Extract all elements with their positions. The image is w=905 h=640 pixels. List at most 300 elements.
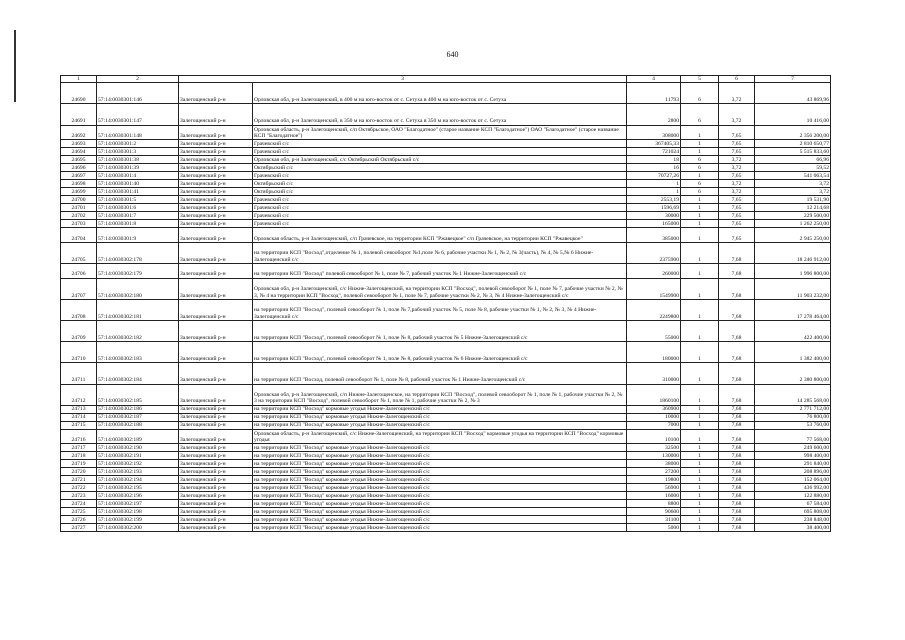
area: 5000 bbox=[627, 524, 681, 532]
row-number: 24701 bbox=[61, 204, 97, 212]
category: 1 bbox=[681, 220, 719, 228]
district: Залегощенский р-н bbox=[179, 156, 253, 164]
rate: 7,65 bbox=[719, 196, 755, 204]
table-row bbox=[61, 508, 831, 516]
row-number: 24713 bbox=[61, 405, 97, 413]
header-cell: 6 bbox=[719, 76, 755, 83]
area: 55000 bbox=[627, 321, 681, 342]
rate: 7,68 bbox=[719, 278, 755, 299]
rate: 7,68 bbox=[719, 460, 755, 468]
location-description: Орловская область, р-н Залегощенский, с/п Грачевское, на территории КСП "Ржавецкое" с/п Грачевское, на территории КСП "Ржавецкое" bbox=[253, 228, 627, 243]
district: Залегощенский р-н bbox=[179, 444, 253, 452]
location-description: на территории КСП "Восход" кормовые угодья Нижне-Залегощенский с/с bbox=[253, 476, 627, 484]
area: 367405,33 bbox=[627, 140, 681, 148]
row-number: 24703 bbox=[61, 220, 97, 228]
table-row bbox=[61, 413, 831, 421]
row-number: 24693 bbox=[61, 140, 97, 148]
district: Залегощенский р-н bbox=[179, 278, 253, 299]
rate: 3,72 bbox=[719, 104, 755, 125]
rate: 3,72 bbox=[719, 83, 755, 104]
location-description: на территории КСП "Восход" кормовые угодья Нижне-Залегощенский с/с bbox=[253, 484, 627, 492]
row-number: 24705 bbox=[61, 242, 97, 263]
category: 1 bbox=[681, 204, 719, 212]
cadastral-value: 695 808,00 bbox=[755, 508, 831, 516]
district: Залегощенский р-н bbox=[179, 476, 253, 484]
location-description: Октябрьский с/с bbox=[253, 164, 627, 172]
area: 1860100 bbox=[627, 384, 681, 405]
cadastral-number: 57:14:0030302:191 bbox=[97, 452, 179, 460]
header-cell: 4 bbox=[627, 76, 681, 83]
cadastral-number: 57:14:0030302:190 bbox=[97, 444, 179, 452]
cadastral-value: 2 771 712,00 bbox=[755, 405, 831, 413]
cadastral-value: 2 810 650,77 bbox=[755, 140, 831, 148]
category: 1 bbox=[681, 524, 719, 532]
location-description: Орловская обл, р-н Залегощенский, в 400 м на юго-восток от с. Сетуха в 400 м на юго-восток от с. Сетуха bbox=[253, 83, 627, 104]
row-number: 24699 bbox=[61, 188, 97, 196]
district: Залегощенский р-н bbox=[179, 413, 253, 421]
district: Залегощенский р-н bbox=[179, 212, 253, 220]
land-register-table bbox=[60, 75, 831, 532]
cadastral-value: 77 568,00 bbox=[755, 429, 831, 444]
cadastral-value: 19 531,90 bbox=[755, 196, 831, 204]
cadastral-value: 436 992,00 bbox=[755, 484, 831, 492]
district: Залегощенский р-н bbox=[179, 384, 253, 405]
cadastral-value: 3,72 bbox=[755, 188, 831, 196]
cadastral-number: 57:14:0030301:147 bbox=[97, 104, 179, 125]
row-number: 24711 bbox=[61, 363, 97, 384]
category: 1 bbox=[681, 516, 719, 524]
row-number: 24707 bbox=[61, 278, 97, 299]
rate: 7,68 bbox=[719, 452, 755, 460]
header-cell: 7 bbox=[755, 76, 831, 83]
cadastral-number: 57:14:0030301:3 bbox=[97, 148, 179, 156]
district: Залегощенский р-н bbox=[179, 172, 253, 180]
table-row bbox=[61, 460, 831, 468]
row-number: 24704 bbox=[61, 228, 97, 243]
rate: 7,68 bbox=[719, 468, 755, 476]
cadastral-value: 53 760,00 bbox=[755, 421, 831, 429]
rate: 7,65 bbox=[719, 172, 755, 180]
row-number: 24719 bbox=[61, 460, 97, 468]
rate: 7,65 bbox=[719, 212, 755, 220]
location-description: Орловская область, р-н Залегощенский, с/п Октябрьское, ОАО "Благодатное" (старое название КСП "Благодатное") ОАО "Благодатное" (старое название КСП "Благодатное") bbox=[253, 125, 627, 140]
row-number: 24702 bbox=[61, 212, 97, 220]
rate: 7,65 bbox=[719, 204, 755, 212]
cadastral-number: 57:14:0030301:6 bbox=[97, 204, 179, 212]
rate: 7,68 bbox=[719, 421, 755, 429]
table-row bbox=[61, 220, 831, 228]
district: Залегощенский р-н bbox=[179, 492, 253, 500]
row-number: 24710 bbox=[61, 342, 97, 363]
row-number: 24714 bbox=[61, 413, 97, 421]
table-row bbox=[61, 156, 831, 164]
category: 6 bbox=[681, 83, 719, 104]
district: Залегощенский р-н bbox=[179, 460, 253, 468]
cadastral-value: 67 584,00 bbox=[755, 500, 831, 508]
location-description: на территории КСП "Восход",отделение № 1, полевой севооборот №1,поле № 6, рабочие участки № 1, № 2, № 3(часть), № 4, № 5,№ 6 Нижне-Залегощенский с/с bbox=[253, 242, 627, 263]
category: 1 bbox=[681, 299, 719, 320]
cadastral-value: 229 500,00 bbox=[755, 212, 831, 220]
row-number: 24694 bbox=[61, 148, 97, 156]
table-row bbox=[61, 342, 831, 363]
table-row bbox=[61, 204, 831, 212]
cadastral-value: 2 945 250,00 bbox=[755, 228, 831, 243]
row-number: 24695 bbox=[61, 156, 97, 164]
district: Залегощенский р-н bbox=[179, 180, 253, 188]
cadastral-value: 238 848,00 bbox=[755, 516, 831, 524]
row-number: 24697 bbox=[61, 172, 97, 180]
category: 1 bbox=[681, 172, 719, 180]
category: 1 bbox=[681, 196, 719, 204]
rate: 7,68 bbox=[719, 413, 755, 421]
page-number: 640 bbox=[446, 50, 459, 59]
cadastral-value: 17 278 464,00 bbox=[755, 299, 831, 320]
header-cell: 3 bbox=[179, 76, 627, 83]
rate: 7,68 bbox=[719, 524, 755, 532]
row-number: 24726 bbox=[61, 516, 97, 524]
rate: 7,68 bbox=[719, 242, 755, 263]
rate: 7,65 bbox=[719, 228, 755, 243]
category: 1 bbox=[681, 444, 719, 452]
cadastral-value: 541 063,54 bbox=[755, 172, 831, 180]
table-row bbox=[61, 278, 831, 299]
cadastral-number: 57:14:0030302:196 bbox=[97, 492, 179, 500]
location-description: Грачевский с/с bbox=[253, 140, 627, 148]
rate: 7,68 bbox=[719, 363, 755, 384]
area: 90600 bbox=[627, 508, 681, 516]
table-row bbox=[61, 476, 831, 484]
table-row bbox=[61, 140, 831, 148]
area: 16 bbox=[627, 164, 681, 172]
cadastral-number: 57:14:0030301:2 bbox=[97, 140, 179, 148]
table-row bbox=[61, 164, 831, 172]
area: 32500 bbox=[627, 444, 681, 452]
table-row bbox=[61, 196, 831, 204]
category: 6 bbox=[681, 188, 719, 196]
rate: 7,68 bbox=[719, 384, 755, 405]
cadastral-value: 38 400,00 bbox=[755, 524, 831, 532]
cadastral-number: 57:14:0030302:181 bbox=[97, 299, 179, 320]
cadastral-number: 57:14:0030302:183 bbox=[97, 342, 179, 363]
location-description: на территории КСП "Восход" кормовые угодья Нижне-Залегощенский с/с bbox=[253, 524, 627, 532]
row-number: 24712 bbox=[61, 384, 97, 405]
category: 1 bbox=[681, 384, 719, 405]
district: Залегощенский р-н bbox=[179, 196, 253, 204]
row-number: 24716 bbox=[61, 429, 97, 444]
category: 1 bbox=[681, 413, 719, 421]
cadastral-number: 57:14:0030302:188 bbox=[97, 421, 179, 429]
location-description: на территории КСП "Восход" кормовые угодья Нижне-Залегощенский с/с bbox=[253, 413, 627, 421]
district: Залегощенский р-н bbox=[179, 405, 253, 413]
cadastral-value: 998 400,00 bbox=[755, 452, 831, 460]
area: 1596,69 bbox=[627, 204, 681, 212]
table-row bbox=[61, 264, 831, 279]
category: 1 bbox=[681, 212, 719, 220]
cadastral-number: 57:14:0030301:40 bbox=[97, 180, 179, 188]
category: 1 bbox=[681, 484, 719, 492]
row-number: 24696 bbox=[61, 164, 97, 172]
table-row bbox=[61, 83, 831, 104]
district: Залегощенский р-н bbox=[179, 452, 253, 460]
district: Залегощенский р-н bbox=[179, 508, 253, 516]
rate: 7,68 bbox=[719, 484, 755, 492]
table-row bbox=[61, 484, 831, 492]
area: 38000 bbox=[627, 460, 681, 468]
district: Залегощенский р-н bbox=[179, 188, 253, 196]
district: Залегощенский р-н bbox=[179, 421, 253, 429]
area: 16000 bbox=[627, 492, 681, 500]
row-number: 24692 bbox=[61, 125, 97, 140]
table-row bbox=[61, 104, 831, 125]
header-row bbox=[61, 76, 831, 83]
cadastral-number: 57:14:0030302:193 bbox=[97, 468, 179, 476]
location-description: на территории КСП "Восход" кормовые угодья Нижне-Залегощенский с/с bbox=[253, 468, 627, 476]
location-description: на территории КСП "Восход" кормовые угодья Нижне-Залегощенский с/с bbox=[253, 516, 627, 524]
row-number: 24690 bbox=[61, 83, 97, 104]
rate: 7,68 bbox=[719, 264, 755, 279]
district: Залегощенский р-н bbox=[179, 264, 253, 279]
district: Залегощенский р-н bbox=[179, 429, 253, 444]
row-number: 24723 bbox=[61, 492, 97, 500]
cadastral-value: 10 416,00 bbox=[755, 104, 831, 125]
area: 260000 bbox=[627, 264, 681, 279]
cadastral-number: 57:14:0030302:187 bbox=[97, 413, 179, 421]
table-row bbox=[61, 188, 831, 196]
cadastral-number: 57:14:0030301:41 bbox=[97, 188, 179, 196]
location-description: на территории КСП "Восход" кормовые угодья Нижне-Залегощенский с/с bbox=[253, 508, 627, 516]
header-cell: 1 bbox=[61, 76, 97, 83]
row-number: 24725 bbox=[61, 508, 97, 516]
table-row bbox=[61, 429, 831, 444]
area: 2249800 bbox=[627, 299, 681, 320]
cadastral-value: 5 515 833,60 bbox=[755, 148, 831, 156]
row-number: 24718 bbox=[61, 452, 97, 460]
cadastral-value: 18 246 912,00 bbox=[755, 242, 831, 263]
category: 1 bbox=[681, 125, 719, 140]
cadastral-number: 57:14:0030301:8 bbox=[97, 220, 179, 228]
rate: 3,72 bbox=[719, 156, 755, 164]
table-row bbox=[61, 516, 831, 524]
cadastral-number: 57:14:0030302:180 bbox=[97, 278, 179, 299]
cadastral-value: 249 600,00 bbox=[755, 444, 831, 452]
row-number: 24727 bbox=[61, 524, 97, 532]
location-description: Орловская обл, р-н Залегощенский, с/с Октябрьский Октябрьский с/с bbox=[253, 156, 627, 164]
district: Залегощенский р-н bbox=[179, 468, 253, 476]
area: 360900 bbox=[627, 405, 681, 413]
category: 1 bbox=[681, 148, 719, 156]
category: 1 bbox=[681, 508, 719, 516]
cadastral-value: 2 356 200,00 bbox=[755, 125, 831, 140]
cadastral-value: 2 380 800,00 bbox=[755, 363, 831, 384]
category: 1 bbox=[681, 321, 719, 342]
category: 1 bbox=[681, 264, 719, 279]
district: Залегощенский р-н bbox=[179, 104, 253, 125]
location-description: Грачевский с/с bbox=[253, 220, 627, 228]
category: 1 bbox=[681, 342, 719, 363]
district: Залегощенский р-н bbox=[179, 363, 253, 384]
table-row bbox=[61, 405, 831, 413]
category: 1 bbox=[681, 405, 719, 413]
cadastral-number: 57:14:0030302:197 bbox=[97, 500, 179, 508]
rate: 7,68 bbox=[719, 476, 755, 484]
row-number: 24722 bbox=[61, 484, 97, 492]
location-description: на территории КСП "Восход" кормовые угодья Нижне-Залегощенский с/с bbox=[253, 421, 627, 429]
rate: 7,68 bbox=[719, 508, 755, 516]
district: Залегощенский р-н bbox=[179, 242, 253, 263]
cadastral-number: 57:14:0030301:146 bbox=[97, 83, 179, 104]
table-row bbox=[61, 492, 831, 500]
cadastral-number: 57:14:0030302:179 bbox=[97, 264, 179, 279]
rate: 7,65 bbox=[719, 220, 755, 228]
location-description: Грачевский с/с bbox=[253, 172, 627, 180]
location-description: на территории КСП "Восход" кормовые угодья Нижне-Залегощенский с/с bbox=[253, 444, 627, 452]
cadastral-number: 57:14:0030301:4 bbox=[97, 172, 179, 180]
area: 180000 bbox=[627, 342, 681, 363]
cadastral-value: 1 262 250,00 bbox=[755, 220, 831, 228]
district: Залегощенский р-н bbox=[179, 228, 253, 243]
table-row bbox=[61, 172, 831, 180]
area: 310000 bbox=[627, 363, 681, 384]
cadastral-value: 3,72 bbox=[755, 180, 831, 188]
district: Залегощенский р-н bbox=[179, 140, 253, 148]
location-description: на территории КСП "Восход" кормовые угодья Нижне-Залегощенский с/с bbox=[253, 405, 627, 413]
category: 1 bbox=[681, 140, 719, 148]
table-row bbox=[61, 468, 831, 476]
cadastral-number: 57:14:0030302:194 bbox=[97, 476, 179, 484]
row-number: 24717 bbox=[61, 444, 97, 452]
row-number: 24715 bbox=[61, 421, 97, 429]
table-row bbox=[61, 363, 831, 384]
row-number: 24708 bbox=[61, 299, 97, 320]
cadastral-value: 291 840,00 bbox=[755, 460, 831, 468]
cadastral-number: 57:14:0030302:182 bbox=[97, 321, 179, 342]
category: 1 bbox=[681, 429, 719, 444]
category: 1 bbox=[681, 492, 719, 500]
table-row bbox=[61, 421, 831, 429]
area: 385000 bbox=[627, 228, 681, 243]
cadastral-value: 12 214,68 bbox=[755, 204, 831, 212]
area: 27200 bbox=[627, 468, 681, 476]
area: 10000 bbox=[627, 413, 681, 421]
category: 6 bbox=[681, 180, 719, 188]
location-description: Орловская обл, р-н Залегощенский, в 350 м на юго-восток от с. Сетуха в 350 м на юго-восток от с. Сетуха bbox=[253, 104, 627, 125]
district: Залегощенский р-н bbox=[179, 516, 253, 524]
table-row bbox=[61, 125, 831, 140]
rate: 7,68 bbox=[719, 405, 755, 413]
table-row bbox=[61, 500, 831, 508]
area: 165000 bbox=[627, 220, 681, 228]
table-row bbox=[61, 242, 831, 263]
category: 1 bbox=[681, 476, 719, 484]
row-number: 24720 bbox=[61, 468, 97, 476]
cadastral-number: 57:14:0030302:199 bbox=[97, 516, 179, 524]
row-number: 24691 bbox=[61, 104, 97, 125]
district: Залегощенский р-н bbox=[179, 164, 253, 172]
area: 8800 bbox=[627, 500, 681, 508]
cadastral-number: 57:14:0030301:148 bbox=[97, 125, 179, 140]
area: 19800 bbox=[627, 476, 681, 484]
area: 1549900 bbox=[627, 278, 681, 299]
row-number: 24709 bbox=[61, 321, 97, 342]
cadastral-value: 1 996 800,00 bbox=[755, 264, 831, 279]
rate: 7,68 bbox=[719, 321, 755, 342]
header-cell: 2 bbox=[97, 76, 179, 83]
area: 1 bbox=[627, 188, 681, 196]
cadastral-number: 57:14:0030301:38 bbox=[97, 156, 179, 164]
table-row bbox=[61, 299, 831, 320]
row-number: 24698 bbox=[61, 180, 97, 188]
area: 1 bbox=[627, 180, 681, 188]
row-number: 24700 bbox=[61, 196, 97, 204]
area: 10100 bbox=[627, 429, 681, 444]
cadastral-number: 57:14:0030301:5 bbox=[97, 196, 179, 204]
cadastral-number: 57:14:0030301:39 bbox=[97, 164, 179, 172]
rate: 7,68 bbox=[719, 299, 755, 320]
table-row bbox=[61, 384, 831, 405]
row-number: 24706 bbox=[61, 264, 97, 279]
rate: 7,68 bbox=[719, 516, 755, 524]
rate: 7,68 bbox=[719, 429, 755, 444]
location-description: на территории КСП "Восход", полевой севооборот № 1, поле № 8, рабочий участок № 5 Нижне-Залегощенский с/с bbox=[253, 321, 627, 342]
rate: 7,68 bbox=[719, 492, 755, 500]
location-description: на территории КСП "Восход" кормовые угодья Нижне-Залегощенский с/с bbox=[253, 452, 627, 460]
location-description: Грачевский с/с bbox=[253, 204, 627, 212]
cadastral-value: 122 880,00 bbox=[755, 492, 831, 500]
area: 7000 bbox=[627, 421, 681, 429]
area: 721024 bbox=[627, 148, 681, 156]
location-description: Орловская обл, р-н Залегощенский, с/с Нижне-Залегощенский, на территории КСП "Восход", полевой севооборот № 1, поле № 7, рабочие участки № 2, № 3, № 4 на территории КСП "Восход", полевой севооборот № 1, поле № 7, рабочие участки № 2, № 3, № 4 Нижне-Залегощенский с/с bbox=[253, 278, 627, 299]
table-row bbox=[61, 148, 831, 156]
location-description: на территории КСП "Восход", полевой севооборот № 1, поле № 7,рабочий участок № 5, поле № 8, рабочие участки № 1, № 2, № 3, № 4 Нижне-Залегощенский с/с bbox=[253, 299, 627, 320]
rate: 7,65 bbox=[719, 125, 755, 140]
cadastral-number: 57:14:0030302:184 bbox=[97, 363, 179, 384]
category: 6 bbox=[681, 156, 719, 164]
location-description: на территории КСП "Восход" полевой севооборот № 1, поле № 7, рабочий участок № 1 Нижне-Залегощенский с/с bbox=[253, 264, 627, 279]
rate: 7,68 bbox=[719, 500, 755, 508]
cadastral-value: 208 896,00 bbox=[755, 468, 831, 476]
table-row bbox=[61, 524, 831, 532]
rate: 3,72 bbox=[719, 164, 755, 172]
area: 56900 bbox=[627, 484, 681, 492]
area: 11793 bbox=[627, 83, 681, 104]
cadastral-number: 57:14:0030301:7 bbox=[97, 212, 179, 220]
location-description: Грачевский с/с bbox=[253, 148, 627, 156]
cadastral-number: 57:14:0030301:9 bbox=[97, 228, 179, 243]
row-number: 24724 bbox=[61, 500, 97, 508]
rate: 7,68 bbox=[719, 342, 755, 363]
area: 2553,19 bbox=[627, 196, 681, 204]
table-row bbox=[61, 180, 831, 188]
rate: 3,72 bbox=[719, 188, 755, 196]
category: 6 bbox=[681, 164, 719, 172]
cadastral-number: 57:14:0030302:178 bbox=[97, 242, 179, 263]
cadastral-number: 57:14:0030302:200 bbox=[97, 524, 179, 532]
area: 2800 bbox=[627, 104, 681, 125]
rate: 3,72 bbox=[719, 180, 755, 188]
rate: 7,65 bbox=[719, 140, 755, 148]
district: Залегощенский р-н bbox=[179, 148, 253, 156]
area: 2375900 bbox=[627, 242, 681, 263]
area: 130000 bbox=[627, 452, 681, 460]
location-description: на территории КСП "Восход" кормовые угодья Нижне-Залегощенский с/с bbox=[253, 460, 627, 468]
district: Залегощенский р-н bbox=[179, 524, 253, 532]
table-row bbox=[61, 444, 831, 452]
area: 308000 bbox=[627, 125, 681, 140]
rate: 7,65 bbox=[719, 148, 755, 156]
cadastral-value: 14 285 568,00 bbox=[755, 384, 831, 405]
margin-rule bbox=[14, 30, 16, 102]
cadastral-number: 57:14:0030302:192 bbox=[97, 460, 179, 468]
